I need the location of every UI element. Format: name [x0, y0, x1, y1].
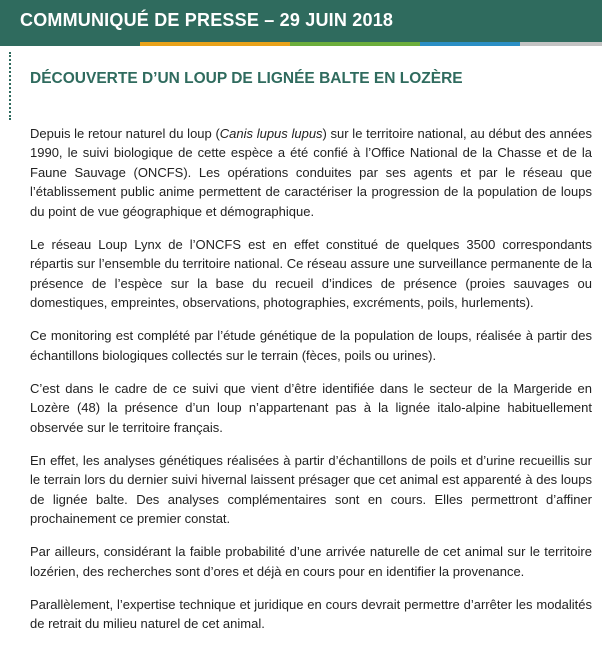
paragraph-3: Ce monitoring est complété par l’étude génétique de la population de loups, réalisée à partir des échantillons biologiques collectés sur le terrain (fèces, poils ou urines). [30, 328, 592, 363]
accent-segment-green [0, 42, 140, 46]
paragraph-1-end: ) sur le territoire national, au début des années 1990, le suivi biologique de cette espèce a été confié à l’Office National de la Chasse et de la Faune Sauvage (ONCFS). Les opérations conduites par ses agents et par le réseau que l’établissement public anime permettent de caractériser la progression de la population de loups du point de vue géographique et démographique. [30, 126, 592, 219]
paragraph-4: C’est dans le cadre de ce suivi que vient d’être identifiée dans le secteur de la Margeride en Lozère (48) la présence d’un loup n’appartenant pas à la lignée italo-alpine habituellement observée sur le territoire français. [30, 380, 592, 435]
accent-segment-blue [420, 42, 520, 46]
paragraph-6: Par ailleurs, considérant la faible probabilité d’une arrivée naturelle de cet animal sur le territoire lozérien, des recherches sont d’ores et déjà en cours pour en identifier la provenance. [30, 544, 592, 579]
accent-segment-grey [520, 42, 602, 46]
accent-segment-lightgreen [290, 42, 420, 46]
dotted-margin-rule [9, 52, 11, 120]
paragraph-5: En effet, les analyses génétiques réalisées à partir d’échantillons de poils et d’urine recueillis sur le terrain lors du dernier suivi hivernal laissent présager que cet animal est apparenté à des loups de lignée balte. Des analyses complémentaires sont en cours. Elles permettront d’affiner prochainement ce premier constat. [30, 452, 592, 527]
color-accent-strip [0, 42, 602, 46]
accent-segment-orange [140, 42, 290, 46]
latin-species-name: Canis lupus lupus [219, 126, 323, 141]
paragraph-7: Parallèlement, l’expertise technique et juridique en cours devrait permettre d’arrêter les modalités de retrait du milieu naturel de cet animal. [30, 596, 592, 632]
press-release-header: COMMUNIQUÉ DE PRESSE – 29 JUIN 2018 [20, 10, 394, 30]
paragraph-2: Le réseau Loup Lynx de l’ONCFS est en effet constitué de quelques 3500 correspondants répartis sur l’ensemble du territoire national. Ce réseau assure une surveillance permanente de la présence de l’espèce sur la base du recueil d’indices de présence (proies sauvages ou domestiques, empreintes, observations, photographies, excréments, poils, hurlements). [30, 236, 592, 311]
paragraph-1-start: Depuis le retour naturel du loup ( [30, 126, 220, 141]
paragraph-1 [30, 124, 592, 221]
document-title: DÉCOUVERTE D’UN LOUP DE LIGNÉE BALTE EN LOZÈRE [30, 70, 463, 87]
document-body [30, 124, 592, 634]
header-bar [0, 0, 602, 42]
